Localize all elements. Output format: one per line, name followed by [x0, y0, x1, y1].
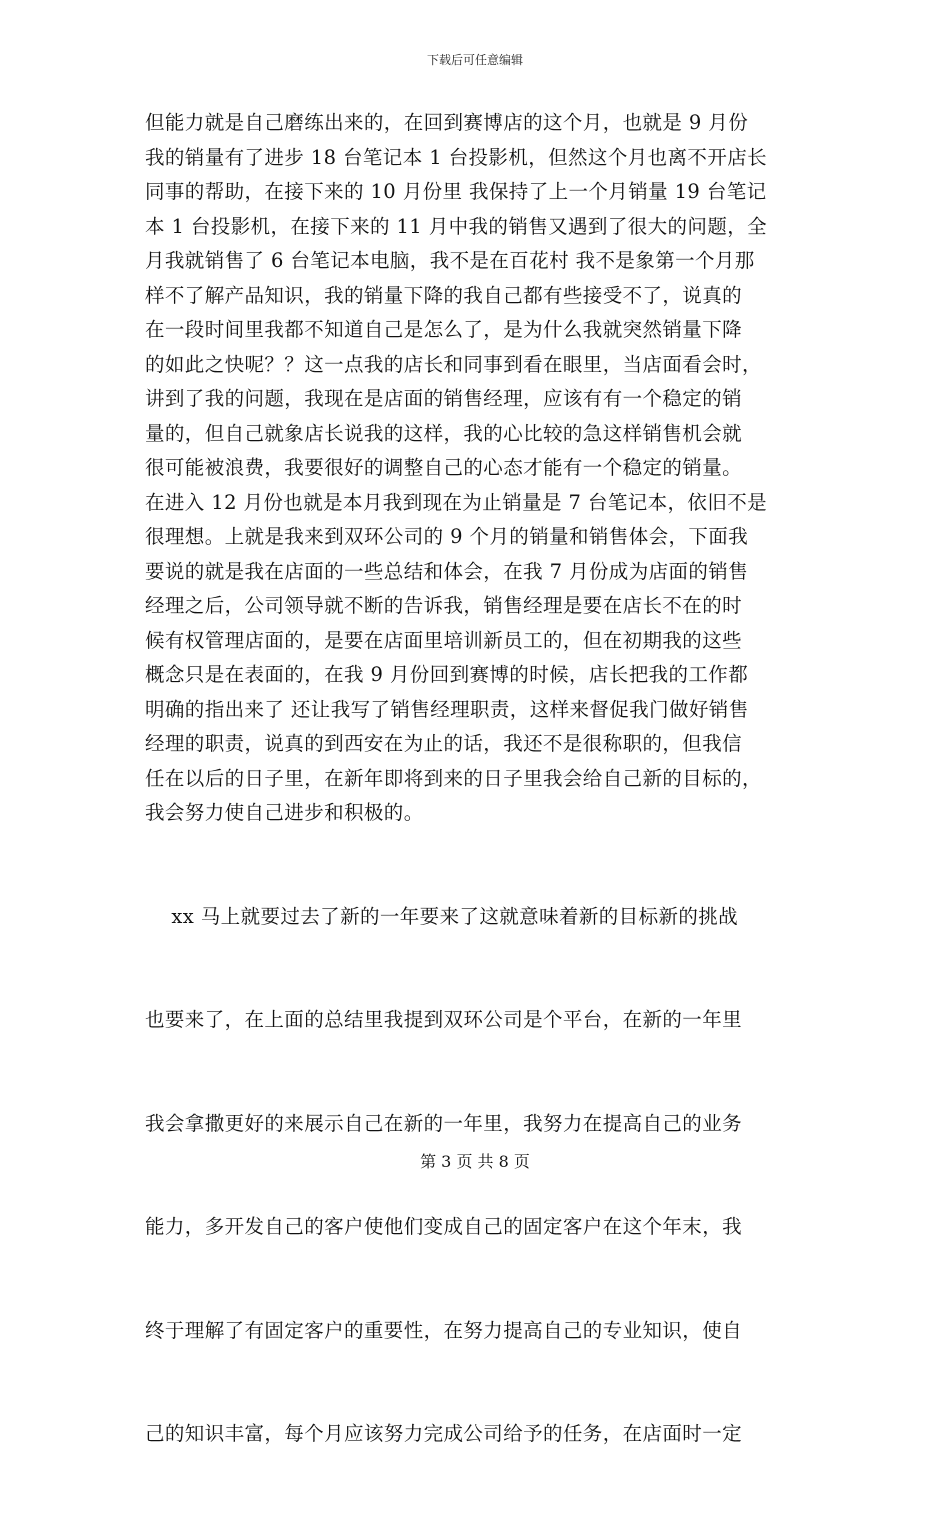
page-footer: 第 3 页 共 8 页 [420, 1152, 530, 1171]
text-line: 我的销量有了进步 18 台笔记本 1 台投影机，但然这个月也离不开店长 [145, 145, 768, 169]
text-line: 在一段时间里我都不知道自己是怎么了，是为什么我就突然销量下降 [145, 318, 743, 341]
text-line: 但能力就是自己磨练出来的，在回到赛博店的这个月，也就是 9 月份 [145, 111, 749, 134]
text-line: 讲到了我的问题，我现在是店面的销售经理，应该有有一个稳定的销 [145, 387, 743, 410]
text-line: 概念只是在表面的，在我 9 月份回到赛博的时候，店长把我的工作都 [145, 663, 749, 686]
text-line: 要说的就是我在店面的一些总结和体会，在我 7 月份成为店面的销售 [145, 559, 749, 583]
text-line: 在进入 12 月份也就是本月我到现在为止销量是 7 台笔记本，依旧不是 [145, 490, 768, 514]
text-line: 任在以后的日子里，在新年即将到来的日子里我会给自己新的目标的， [145, 766, 762, 790]
text-line: 同事的帮助，在接下来的 10 月份里 我保持了上一个月销量 19 台笔记 [145, 180, 767, 203]
text-line: 样不了解产品知识，我的销量下降的我自己都有些接受不了，说真的 [145, 283, 743, 307]
paragraph-1 [145, 106, 805, 831]
paragraph-2 [145, 831, 805, 1521]
text-line: 很理想。上就是我来到双环公司的 9 个月的销量和销售体会，下面我 [145, 525, 749, 548]
text-line: 明确的指出来了 还让我写了销售经理职责，这样来督促我门做好销售 [145, 697, 749, 721]
text-line: 月我就销售了 6 台笔记本电脑，我不是在百花村 我不是象第一个月那 [145, 249, 755, 272]
text-line: 经理的职责，说真的到西安在为止的话，我还不是很称职的，但我信 [145, 732, 743, 755]
text-line: 量的，但自己就象店长说我的这样，我的心比较的急这样销售机会就 [145, 421, 743, 445]
text-line: 很可能被浪费，我要很好的调整自己的心态才能有一个稳定的销量。 [145, 456, 743, 479]
text-line: xx 马上就要过去了新的一年要来了这就意味着新的目标新的挑战 [145, 904, 739, 928]
text-line: 的如此之快呢？？这一点我的店长和同事到看在眼里，当店面看会时， [145, 352, 762, 376]
text-line: 经理之后，公司领导就不断的告诉我，销售经理是要在店长不在的时 [145, 594, 743, 617]
text-line: 我会拿撒更好的来展示自己在新的一年里，我努力在提高自己的业务 [145, 1111, 743, 1135]
text-line: 候有权管理店面的，是要在店面里培训新员工的，但在初期我的这些 [145, 628, 743, 652]
text-line: 我会努力使自己进步和积极的。 [145, 801, 424, 824]
page-header: 下载后可任意编辑 [426, 53, 523, 67]
text-line: 能力，多开发自己的客户使他们变成自己的固定客户在这个年末，我 [145, 1215, 743, 1238]
text-line: 本 1 台投影机，在接下来的 11 月中我的销售又遇到了很大的问题，全 [145, 214, 768, 238]
text-line: 也要来了，在上面的总结里我提到双环公司是个平台，在新的一年里 [145, 1008, 743, 1031]
text-line: 己的知识丰富，每个月应该努力完成公司给予的任务，在店面时一定 [145, 1422, 743, 1445]
text-line: 终于理解了有固定客户的重要性，在努力提高自己的专业知识，使自 [145, 1318, 743, 1342]
document-body [145, 106, 805, 1521]
